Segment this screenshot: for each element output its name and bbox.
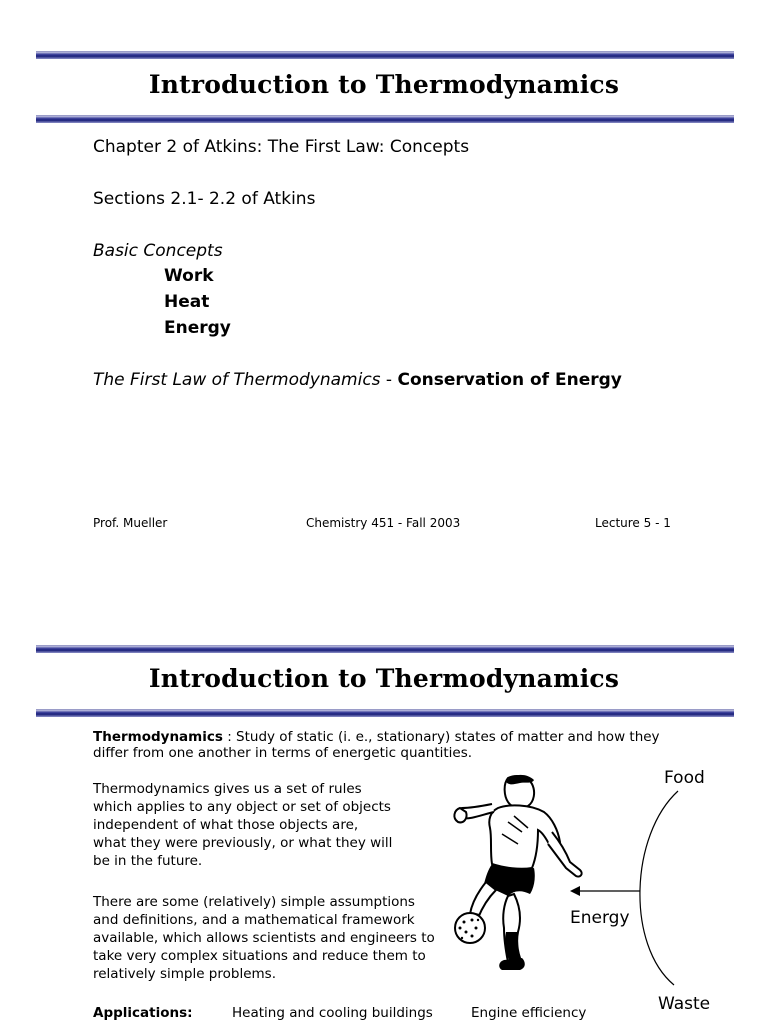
first-law-italic: The First Law of Thermodynamics xyxy=(93,370,381,390)
footer-right: Lecture 5 - 1 xyxy=(595,516,671,530)
rules-line: Thermodynamics gives us a set of rules xyxy=(93,781,362,797)
application-item: Heating and cooling buildings xyxy=(232,1005,433,1021)
applications-label: Applications: xyxy=(93,1005,193,1021)
application-item: Engine efficiency xyxy=(471,1005,587,1021)
energy-label: Energy xyxy=(570,908,630,928)
waste-label: Waste xyxy=(658,994,711,1014)
rules-line: independent of what those objects are, xyxy=(93,817,359,833)
boundary-arc xyxy=(640,791,678,985)
assumptions-paragraph xyxy=(93,893,443,983)
definition-text: : Study of static (i. e., stationary) states of matter and how they differ from one another in terms of energetic quantities. xyxy=(93,729,660,761)
definition-term: Thermodynamics xyxy=(93,729,223,745)
top-rule-1 xyxy=(36,51,734,59)
assumptions-line: take very complex situations and reduce them to xyxy=(93,948,426,964)
slide-title-2: Introduction to Thermodynamics xyxy=(148,664,620,693)
assumptions-line: There are some (relatively) simple assumptions xyxy=(93,894,415,910)
slide-title-1: Introduction to Thermodynamics xyxy=(148,70,620,99)
bottom-rule-2 xyxy=(36,709,734,717)
footer-center: Chemistry 451 - Fall 2003 xyxy=(306,516,461,530)
rules-line: what they were previously, or what they will xyxy=(93,835,393,851)
concept-heat: Heat xyxy=(164,292,210,312)
definition-paragraph xyxy=(93,729,693,761)
first-law-line xyxy=(93,370,622,390)
first-law-bold: Conservation of Energy xyxy=(397,370,622,390)
rules-line: be in the future. xyxy=(93,853,203,869)
bottom-rule-1 xyxy=(36,115,734,123)
assumptions-line: and definitions, and a mathematical framework xyxy=(93,912,415,928)
food-label: Food xyxy=(664,768,705,788)
assumptions-line: relatively simple problems. xyxy=(93,966,276,982)
concept-energy: Energy xyxy=(164,318,231,338)
sections-line: Sections 2.1- 2.2 of Atkins xyxy=(93,189,316,209)
footer-left: Prof. Mueller xyxy=(93,516,168,530)
concept-work: Work xyxy=(164,266,214,286)
energy-flow-diagram xyxy=(560,785,680,990)
basic-concepts-heading: Basic Concepts xyxy=(93,241,223,261)
top-rule-2 xyxy=(36,645,734,653)
assumptions-line: available, which allows scientists and engineers to xyxy=(93,930,435,946)
energy-arrow-head xyxy=(570,886,580,896)
first-law-separator: - xyxy=(380,370,398,390)
chapter-line: Chapter 2 of Atkins: The First Law: Concepts xyxy=(93,137,470,157)
rules-line: which applies to any object or set of objects xyxy=(93,799,391,815)
rules-paragraph xyxy=(93,780,433,870)
